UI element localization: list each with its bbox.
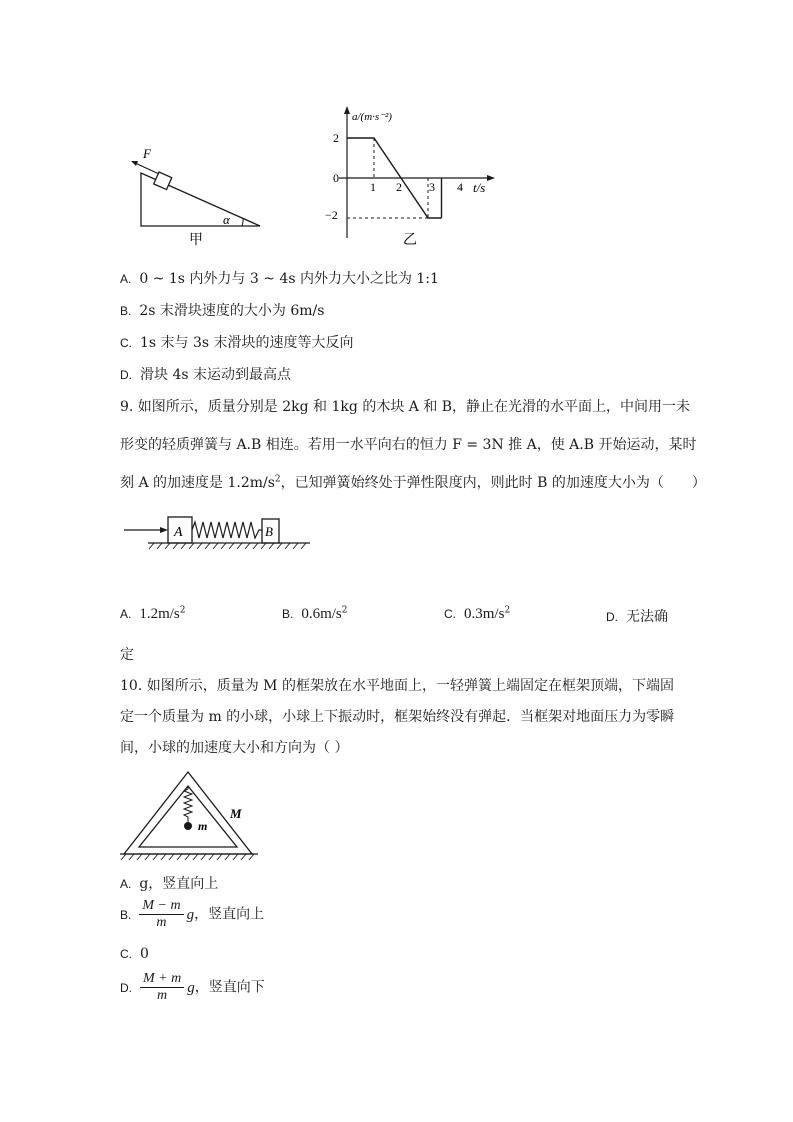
- q9-option-b-label: B.: [282, 607, 294, 621]
- y-tick-2: 2: [333, 131, 339, 145]
- q10-option-a-text: g，竖直向上: [139, 876, 219, 892]
- q10-option-b-g: g: [186, 906, 195, 923]
- angle-label: α: [223, 212, 230, 227]
- figure-jia-caption: 甲: [189, 233, 203, 248]
- q10-option-b-text: ，竖直向上: [194, 906, 265, 923]
- ground-hatch-q10: [121, 854, 254, 860]
- q9-option-a-label: A.: [120, 607, 132, 621]
- q10-option-c: [120, 946, 149, 962]
- q10-option-a-label: A.: [120, 877, 132, 891]
- q8-option-d-label: D.: [120, 368, 132, 382]
- force-arrowhead: [131, 161, 138, 166]
- q9-option-c: [444, 606, 510, 623]
- q9-line-3-sup: 2: [274, 474, 281, 485]
- incline-block: [154, 172, 172, 190]
- y-tick-0: 0: [333, 171, 339, 185]
- y-tick-neg2: −2: [325, 208, 338, 222]
- q10-option-d-fraction: [140, 971, 184, 1004]
- q10-line-1: 10. 如图所示，质量为 M 的框架放在水平地面上，一轻弹簧上端固定在框架顶端，下端固: [120, 678, 674, 694]
- q9-option-a-sup: 2: [179, 605, 186, 616]
- q9-option-c-label: C.: [444, 607, 456, 621]
- q10-option-c-label: C.: [120, 947, 132, 961]
- q9-line-3-pre: 刻 A 的加速度是 1.2m/s: [120, 475, 275, 491]
- q8-option-c: [120, 332, 354, 352]
- q10-option-d-label: D.: [120, 980, 132, 995]
- q10-option-b-num: M − m: [139, 898, 183, 915]
- q10-option-b-den: m: [156, 915, 167, 930]
- q10-option-d: [120, 971, 265, 1004]
- ball-mass-label: m: [198, 819, 208, 833]
- force-label: F: [143, 146, 151, 161]
- q8-option-d-text: 滑块 4s 末运动到最高点: [140, 367, 291, 383]
- figure-incline: [125, 140, 270, 250]
- q10-line-3: 间，小球的加速度大小和方向为（ ）: [120, 740, 349, 756]
- q9-option-a-text: 1.2m/s: [139, 606, 180, 622]
- q10-option-d-den: m: [157, 988, 168, 1003]
- force-arrow: [133, 162, 159, 174]
- q10-option-d-g: g: [187, 979, 195, 996]
- q9-line-3: [120, 472, 706, 492]
- q10-option-d-num: M + m: [140, 971, 184, 988]
- x-tick-2: 2: [396, 180, 402, 194]
- q9-option-b-text: 0.6m/s: [301, 606, 342, 622]
- q9-option-b: [282, 606, 348, 623]
- y-axis-arrow: [344, 106, 350, 114]
- q8-option-a: [120, 268, 439, 288]
- x-tick-3: 3: [429, 180, 435, 194]
- frame-mass-label: M: [230, 806, 242, 821]
- spring-vertical: [184, 786, 192, 822]
- x-tick-4: 4: [457, 180, 463, 194]
- q10-option-a: [120, 873, 218, 893]
- spring: [192, 522, 262, 538]
- q9-option-a: [120, 606, 186, 623]
- q9-option-c-text: 0.3m/s: [464, 606, 505, 622]
- q8-option-c-text: 1s 末与 3s 末滑块的速度等大反向: [140, 335, 354, 351]
- block-b-label: B: [265, 524, 273, 539]
- figure-at-graph: [325, 100, 500, 250]
- q10-option-b-fraction: [139, 898, 183, 931]
- push-arrowhead: [160, 527, 168, 533]
- figure-frame-spring: [118, 768, 263, 863]
- q8-option-b-text: 2s 末滑块速度的大小为 6m/s: [139, 303, 325, 319]
- x-tick-1: 1: [370, 180, 376, 194]
- q9-line-2: 形变的轻质弹簧与 A.B 相连。若用一水平向右的恒力 F = 3N 推 A，使 A.B 开始运动，某时: [120, 437, 697, 453]
- q8-option-a-text: 0 ~ 1s 内外力与 3 ~ 4s 内外力大小之比为 1:1: [139, 271, 439, 287]
- q10-option-c-text: 0: [140, 946, 149, 962]
- y-axis-label: a/(m·s⁻²): [352, 111, 392, 123]
- q8-option-a-label: A.: [120, 272, 132, 286]
- x-axis-arrow: [487, 175, 495, 181]
- q10-option-d-text: ，竖直向下: [194, 979, 265, 996]
- q9-option-d-label: D.: [606, 610, 618, 624]
- q9-option-b-sup: 2: [341, 605, 348, 616]
- q9-line-3-post: ，已知弹簧始终处于弹性限度内，则此时 B 的加速度大小为（ ）: [280, 475, 706, 491]
- ball: [184, 822, 192, 830]
- q10-option-b-label: B.: [120, 907, 132, 922]
- q8-option-b-label: B.: [120, 304, 132, 318]
- x-axis-label: t/s: [473, 180, 486, 195]
- q10-line-2: 定一个质量为 m 的小球，小球上下振动时，框架始终没有弹起．当框架对地面压力为零瞬: [120, 709, 675, 725]
- q8-option-d: [120, 364, 291, 384]
- q8-option-c-label: C.: [120, 336, 132, 350]
- q10-option-b: [120, 898, 264, 931]
- q9-option-c-sup: 2: [504, 605, 511, 616]
- figure-spring-blocks: [120, 512, 315, 554]
- q9-option-d-text: 无法确: [626, 609, 668, 625]
- q9-option-d: [606, 606, 668, 626]
- block-a-label: A: [174, 525, 183, 540]
- q8-option-b: [120, 300, 324, 320]
- ground-hatch: [149, 543, 306, 549]
- q9-line-1: 9. 如图所示，质量分别是 2kg 和 1kg 的木块 A 和 B，静止在光滑的水平面上，中间用一未: [120, 399, 691, 415]
- figure-yi-caption: 乙: [403, 233, 417, 248]
- q9-option-d-wrap: 定: [120, 647, 134, 663]
- angle-arc: [242, 218, 243, 226]
